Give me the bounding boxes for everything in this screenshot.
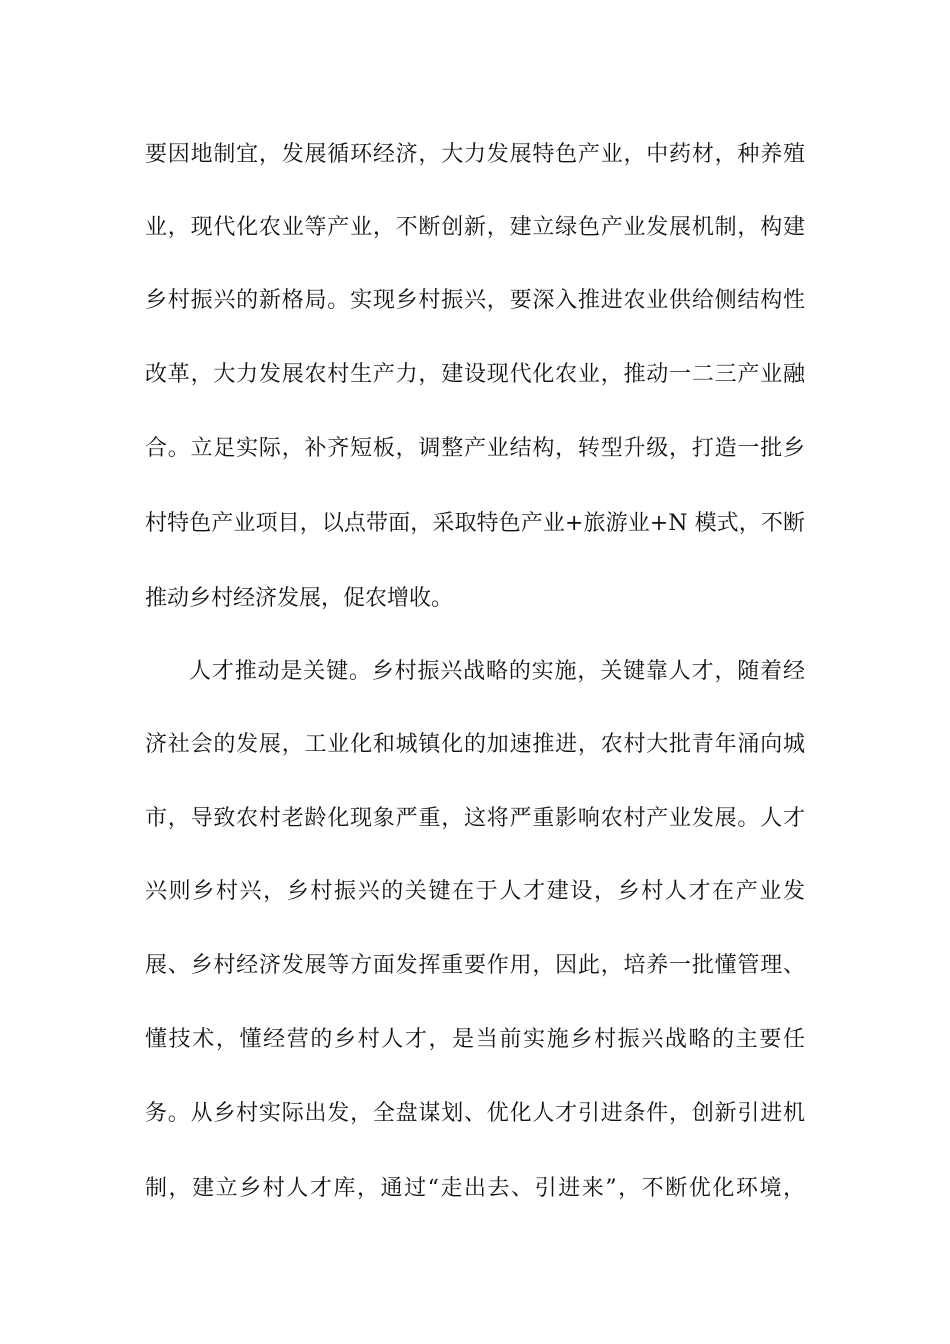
- paragraph-2-line-6: 懂技术，懂经营的乡村人才，是当前实施乡村振兴战略的主要任: [145, 1027, 805, 1052]
- paragraph-2-line-4: 兴则乡村兴，乡村振兴的关键在于人才建设，乡村人才在产业发: [145, 879, 805, 904]
- paragraph-1-line-3: 乡村振兴的新格局。实现乡村振兴，要深入推进农业供给侧结构性: [145, 288, 805, 313]
- paragraph-2-line-3: 市，导致农村老龄化现象严重，这将严重影响农村产业发展。人才: [145, 806, 805, 831]
- paragraph-2-line-1: 人才推动是关键。乡村振兴战略的实施，关键靠人才，随着经: [189, 659, 805, 684]
- paragraph-1-line-7: 推动乡村经济发展，促农增收。: [145, 586, 454, 611]
- paragraph-1-line-6: 村特色产业项目，以点带面，采取特色产业+旅游业+N 模式，不断: [145, 511, 805, 536]
- paragraph-1-line-5: 合。立足实际，补齐短板，调整产业结构，转型升级，打造一批乡: [145, 436, 805, 461]
- paragraph-2-line-2: 济社会的发展，工业化和城镇化的加速推进，农村大批青年涌向城: [145, 732, 805, 757]
- paragraph-1-line-2: 业，现代化农业等产业，不断创新，建立绿色产业发展机制，构建: [145, 215, 805, 240]
- paragraph-2-line-7: 务。从乡村实际出发，全盘谋划、优化人才引进条件，创新引进机: [145, 1101, 805, 1126]
- paragraph-2-line-8: 制，建立乡村人才库，通过“走出去、引进来”，不断优化环境，: [145, 1176, 805, 1201]
- paragraph-1-line-4: 改革，大力发展农村生产力，建设现代化农业，推动一二三产业融: [145, 362, 805, 387]
- paragraph-2-line-5: 展、乡村经济发展等方面发挥重要作用，因此，培养一批懂管理、: [145, 953, 805, 978]
- paragraph-1-line-1: 要因地制宜，发展循环经济，大力发展特色产业，中药材，种养殖: [145, 142, 805, 167]
